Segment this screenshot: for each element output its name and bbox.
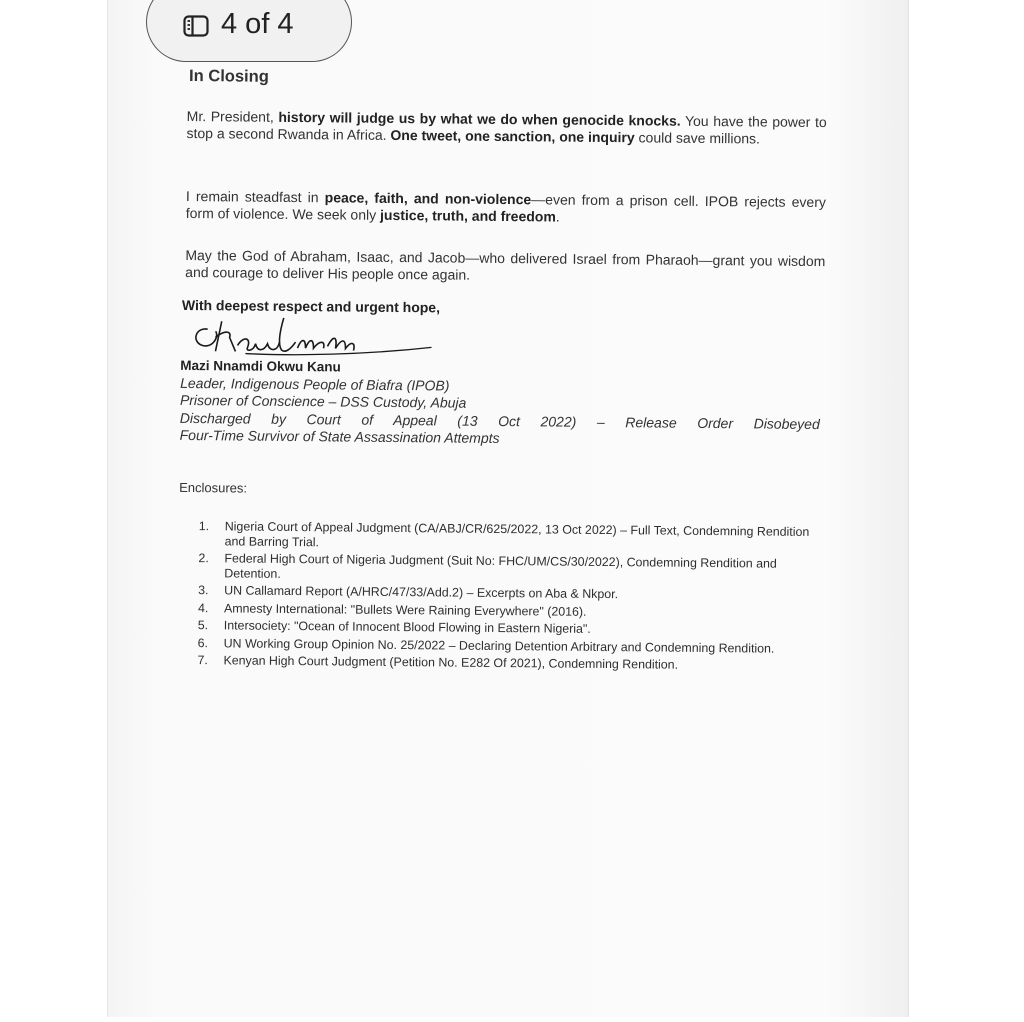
list-item-number: 2. — [198, 551, 209, 566]
list-item — [198, 551, 828, 586]
list-item — [199, 519, 829, 554]
paragraph-text: . — [555, 208, 560, 225]
list-item-number: 6. — [197, 635, 209, 650]
emphasis-text: justice, truth, and freedom — [379, 206, 556, 225]
paragraph-text: May the God of Abraham, Isaac, and Jacob—who delivered Israel from Pharaoh—grant you wisdom and courage to deliver His people once again. — [185, 246, 826, 283]
paragraph — [186, 188, 826, 228]
paragraph-text: —even from a prison cell. IPOB rejects every form of violence. We seek only — [185, 191, 826, 223]
paragraph-text: I remain steadfast in — [185, 187, 325, 206]
page-count-label: 4 of 4 — [221, 8, 294, 40]
signer-role: Four-Time Survivor of State Assassination Attempts — [179, 426, 500, 446]
handwritten-signature — [185, 307, 435, 361]
emphasis-text: peace, faith, and non-violence — [324, 189, 532, 208]
signer-name: Mazi Nnamdi Okwu Kanu — [180, 357, 341, 375]
list-item-number: 1. — [198, 519, 210, 534]
emphasis-text: history will judge us by what we do when genocide knocks. — [278, 108, 681, 129]
paragraph — [185, 247, 825, 287]
list-item-text: Amnesty International: "Bullets Were Raining Everywhere" (2016). — [223, 600, 587, 619]
signer-role: Prisoner of Conscience – DSS Custody, Abuja — [179, 391, 467, 411]
enclosures-heading: Enclosures: — [179, 479, 248, 496]
emphasis-text: One tweet, one sanction, one inquiry — [390, 126, 635, 146]
closing-salutation: With deepest respect and urgent hope, — [181, 296, 441, 316]
list-item-text: Federal High Court of Nigeria Judgment (Suit No: FHC/UM/CS/30/2022), Condemning Rendition and Detention. — [224, 551, 777, 581]
list-item-text: Kenyan High Court Judgment (Petition No. E282 Of 2021), Condemning Rendition. — [223, 653, 679, 672]
paragraph — [186, 108, 826, 148]
list-item-text: Intersociety: "Ocean of Innocent Blood Flowing in Eastern Nigeria". — [223, 618, 591, 636]
paragraph-text: You have the power to stop a second Rwanda in Africa. — [186, 112, 827, 143]
paragraph-text: could save millions. — [634, 129, 761, 147]
paragraph-text: Mr. President, — [186, 107, 279, 125]
list-item-text: UN Working Group Opinion No. 25/2022 – Declaring Detention Arbitrary and Condemning Rendition. — [223, 635, 775, 656]
list-item-text: UN Callamard Report (A/HRC/47/33/Add.2) – Excerpts on Aba & Nkpor. — [224, 583, 619, 602]
enclosures-list — [197, 519, 828, 677]
section-heading: In Closing — [189, 67, 269, 86]
signer-role: Leader, Indigenous People of Biafra (IPOB) — [180, 374, 450, 394]
list-item — [197, 653, 827, 674]
list-item-number: 5. — [197, 618, 209, 633]
list-item-number: 4. — [197, 600, 209, 615]
signer-role: Discharged by Court of Appeal (13 Oct 2022) – Release Order Disobeyed — [179, 409, 820, 433]
list-item-number: 3. — [198, 583, 209, 598]
list-item-text: Nigeria Court of Appeal Judgment (CA/ABJ/CR/625/2022, 13 Oct 2022) – Full Text, Condemning Rendition and Barring Trial. — [224, 519, 810, 549]
list-item-number: 7. — [197, 653, 208, 668]
